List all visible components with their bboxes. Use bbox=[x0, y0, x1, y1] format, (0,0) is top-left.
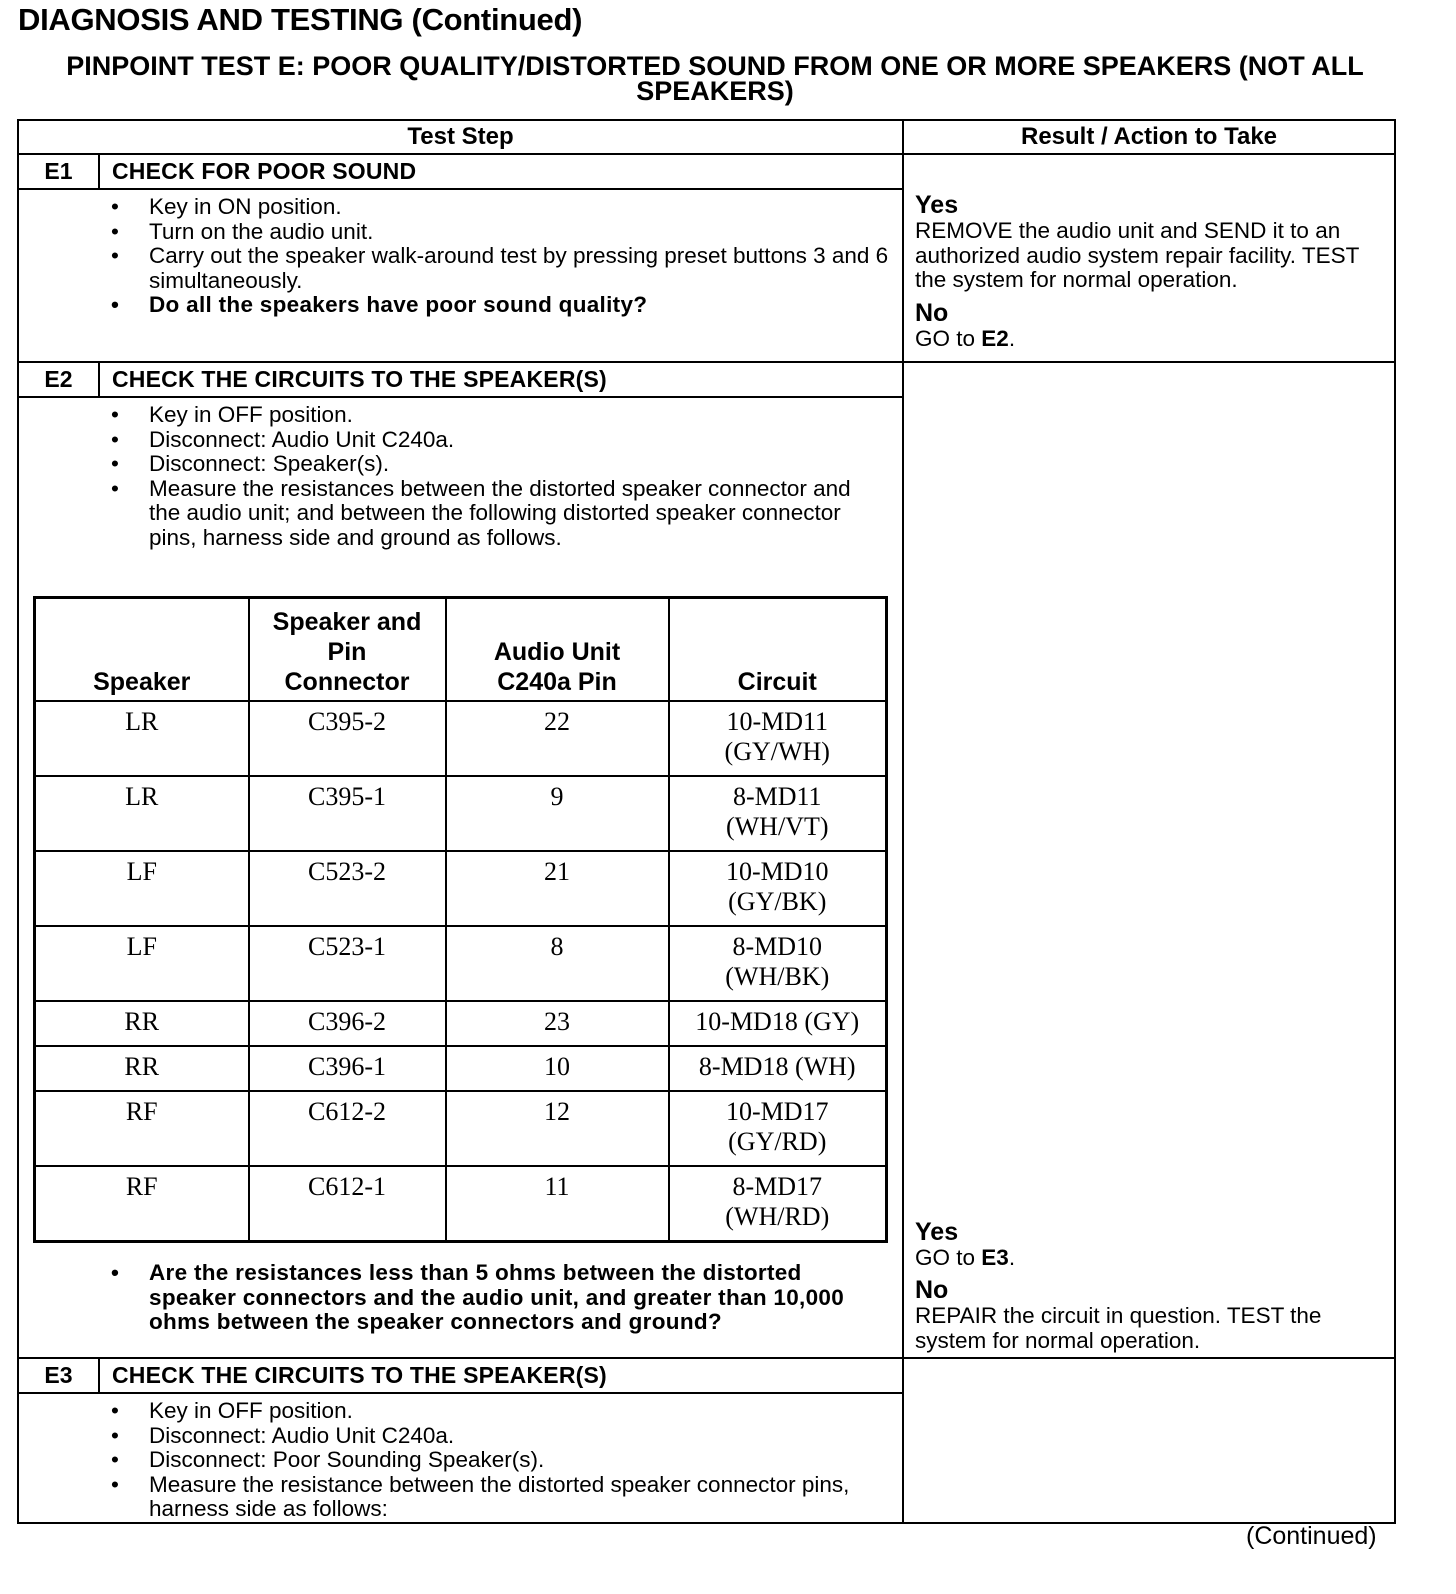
continued-label: (Continued) bbox=[1246, 1522, 1377, 1550]
result-e1-no bbox=[915, 299, 1384, 352]
yes-action: GO to E3. bbox=[915, 1244, 1016, 1270]
col-header-circuit: Circuit bbox=[669, 598, 887, 702]
step-body-e3 bbox=[18, 1393, 903, 1523]
result-e3 bbox=[903, 1358, 1395, 1523]
step-bullet: • Turn on the audio unit. bbox=[19, 220, 902, 245]
no-action: GO to E2. bbox=[915, 325, 1016, 351]
page-title: DIAGNOSIS AND TESTING (Continued) bbox=[18, 2, 583, 37]
step-body-e1 bbox=[18, 189, 903, 362]
table-row bbox=[35, 1091, 887, 1166]
cell-circuit: 8-MD10 (WH/BK) bbox=[669, 926, 887, 1001]
table-row bbox=[35, 926, 887, 1001]
cell-audio-pin: 22 bbox=[446, 701, 669, 776]
step-bullet: • Disconnect: Audio Unit C240a. bbox=[19, 1424, 902, 1449]
no-action: REPAIR the circuit in question. TEST the system for normal operation. bbox=[915, 1303, 1322, 1353]
step-bullet: • Disconnect: Audio Unit C240a. bbox=[19, 428, 902, 453]
cell-circuit: 10-MD10 (GY/BK) bbox=[669, 851, 887, 926]
result-e2-no bbox=[915, 1276, 1384, 1353]
cell-connector: C396-1 bbox=[249, 1046, 446, 1091]
yes-label: Yes bbox=[915, 191, 959, 219]
cell-connector: C395-1 bbox=[249, 776, 446, 851]
no-label: No bbox=[915, 298, 949, 327]
cell-speaker: RF bbox=[35, 1166, 249, 1242]
result-e2 bbox=[903, 362, 1395, 1358]
cell-circuit: 8-MD17 (WH/RD) bbox=[669, 1166, 887, 1242]
table-row bbox=[35, 851, 887, 926]
result-header: Result / Action to Take bbox=[903, 120, 1395, 154]
no-label: No bbox=[915, 1276, 949, 1304]
step-bullet: • Key in OFF position. bbox=[19, 1399, 902, 1424]
cell-audio-pin: 21 bbox=[446, 851, 669, 926]
result-e2-yes bbox=[915, 1218, 1384, 1271]
step-bullet: • Measure the resistance between the distorted speaker connector pins, harness side as follows: bbox=[19, 1473, 902, 1522]
result-e1-yes bbox=[915, 191, 1384, 293]
cell-circuit: 8-MD11 (WH/VT) bbox=[669, 776, 887, 851]
cell-speaker: LF bbox=[35, 851, 249, 926]
step-question: • Do all the speakers have poor sound quality? bbox=[19, 293, 902, 318]
speaker-circuit-table bbox=[33, 596, 888, 1243]
cell-connector: C523-2 bbox=[249, 851, 446, 926]
table-row bbox=[35, 701, 887, 776]
step-id-e1: E1 bbox=[18, 154, 99, 189]
step-title-e3: CHECK THE CIRCUITS TO THE SPEAKER(S) bbox=[99, 1358, 903, 1393]
step-bullet: • Measure the resistances between the distorted speaker connector and the audio unit; and between the following distorted speaker connector pins, harness side and ground as follows. bbox=[19, 477, 902, 551]
pinpoint-test-title bbox=[20, 51, 1410, 106]
step-bullet: • Disconnect: Speaker(s). bbox=[19, 452, 902, 477]
cell-connector: C395-2 bbox=[249, 701, 446, 776]
cell-connector: C523-1 bbox=[249, 926, 446, 1001]
test-step-header: Test Step bbox=[18, 120, 903, 154]
cell-connector: C396-2 bbox=[249, 1001, 446, 1046]
step-bullet: • Carry out the speaker walk-around test by pressing preset buttons 3 and 6 simultaneously. bbox=[19, 244, 902, 293]
step-id-e2: E2 bbox=[18, 362, 99, 397]
cell-audio-pin: 12 bbox=[446, 1091, 669, 1166]
cell-speaker: RF bbox=[35, 1091, 249, 1166]
cell-speaker: LF bbox=[35, 926, 249, 1001]
cell-audio-pin: 8 bbox=[446, 926, 669, 1001]
step-bullet: • Key in ON position. bbox=[19, 195, 902, 220]
step-question: • Are the resistances less than 5 ohms between the distorted speaker connectors and the audio unit, and greater than 10,000 ohms between the speaker connectors and ground? bbox=[19, 1261, 902, 1335]
yes-action: REMOVE the audio unit and SEND it to an authorized audio system repair facility. TEST the system for normal operation. bbox=[915, 218, 1359, 292]
cell-circuit: 8-MD18 (WH) bbox=[669, 1046, 887, 1091]
cell-connector: C612-1 bbox=[249, 1166, 446, 1242]
table-row bbox=[35, 776, 887, 851]
step-id-e3: E3 bbox=[18, 1358, 99, 1393]
cell-circuit: 10-MD18 (GY) bbox=[669, 1001, 887, 1046]
result-e1 bbox=[903, 154, 1395, 362]
cell-audio-pin: 23 bbox=[446, 1001, 669, 1046]
cell-speaker: RR bbox=[35, 1001, 249, 1046]
step-bullet: • Disconnect: Poor Sounding Speaker(s). bbox=[19, 1448, 902, 1473]
cell-connector: C612-2 bbox=[249, 1091, 446, 1166]
table-row bbox=[35, 1046, 887, 1091]
table-row bbox=[35, 1166, 887, 1242]
step-title-e2: CHECK THE CIRCUITS TO THE SPEAKER(S) bbox=[99, 362, 903, 397]
col-header-speaker: Speaker bbox=[35, 598, 249, 702]
cell-speaker: RR bbox=[35, 1046, 249, 1091]
step-title-e1: CHECK FOR POOR SOUND bbox=[99, 154, 903, 189]
test-title-line-1: PINPOINT TEST E: POOR QUALITY/DISTORTED SOUND FROM ONE OR MORE SPEAKERS (NOT ALL bbox=[66, 51, 1364, 81]
cell-audio-pin: 10 bbox=[446, 1046, 669, 1091]
cell-speaker: LR bbox=[35, 701, 249, 776]
cell-speaker: LR bbox=[35, 776, 249, 851]
table-row bbox=[35, 1001, 887, 1046]
cell-audio-pin: 9 bbox=[446, 776, 669, 851]
cell-circuit: 10-MD17 (GY/RD) bbox=[669, 1091, 887, 1166]
step-body-e2 bbox=[18, 397, 903, 1358]
pinpoint-test-table bbox=[17, 119, 1396, 1524]
col-header-connector: Speaker and Pin Connector bbox=[249, 598, 446, 702]
cell-audio-pin: 11 bbox=[446, 1166, 669, 1242]
yes-label: Yes bbox=[915, 1217, 959, 1246]
step-bullet: • Key in OFF position. bbox=[19, 403, 902, 428]
test-title-line-2: SPEAKERS) bbox=[636, 76, 794, 106]
col-header-audio-pin: Audio Unit C240a Pin bbox=[446, 598, 669, 702]
cell-circuit: 10-MD11 (GY/WH) bbox=[669, 701, 887, 776]
